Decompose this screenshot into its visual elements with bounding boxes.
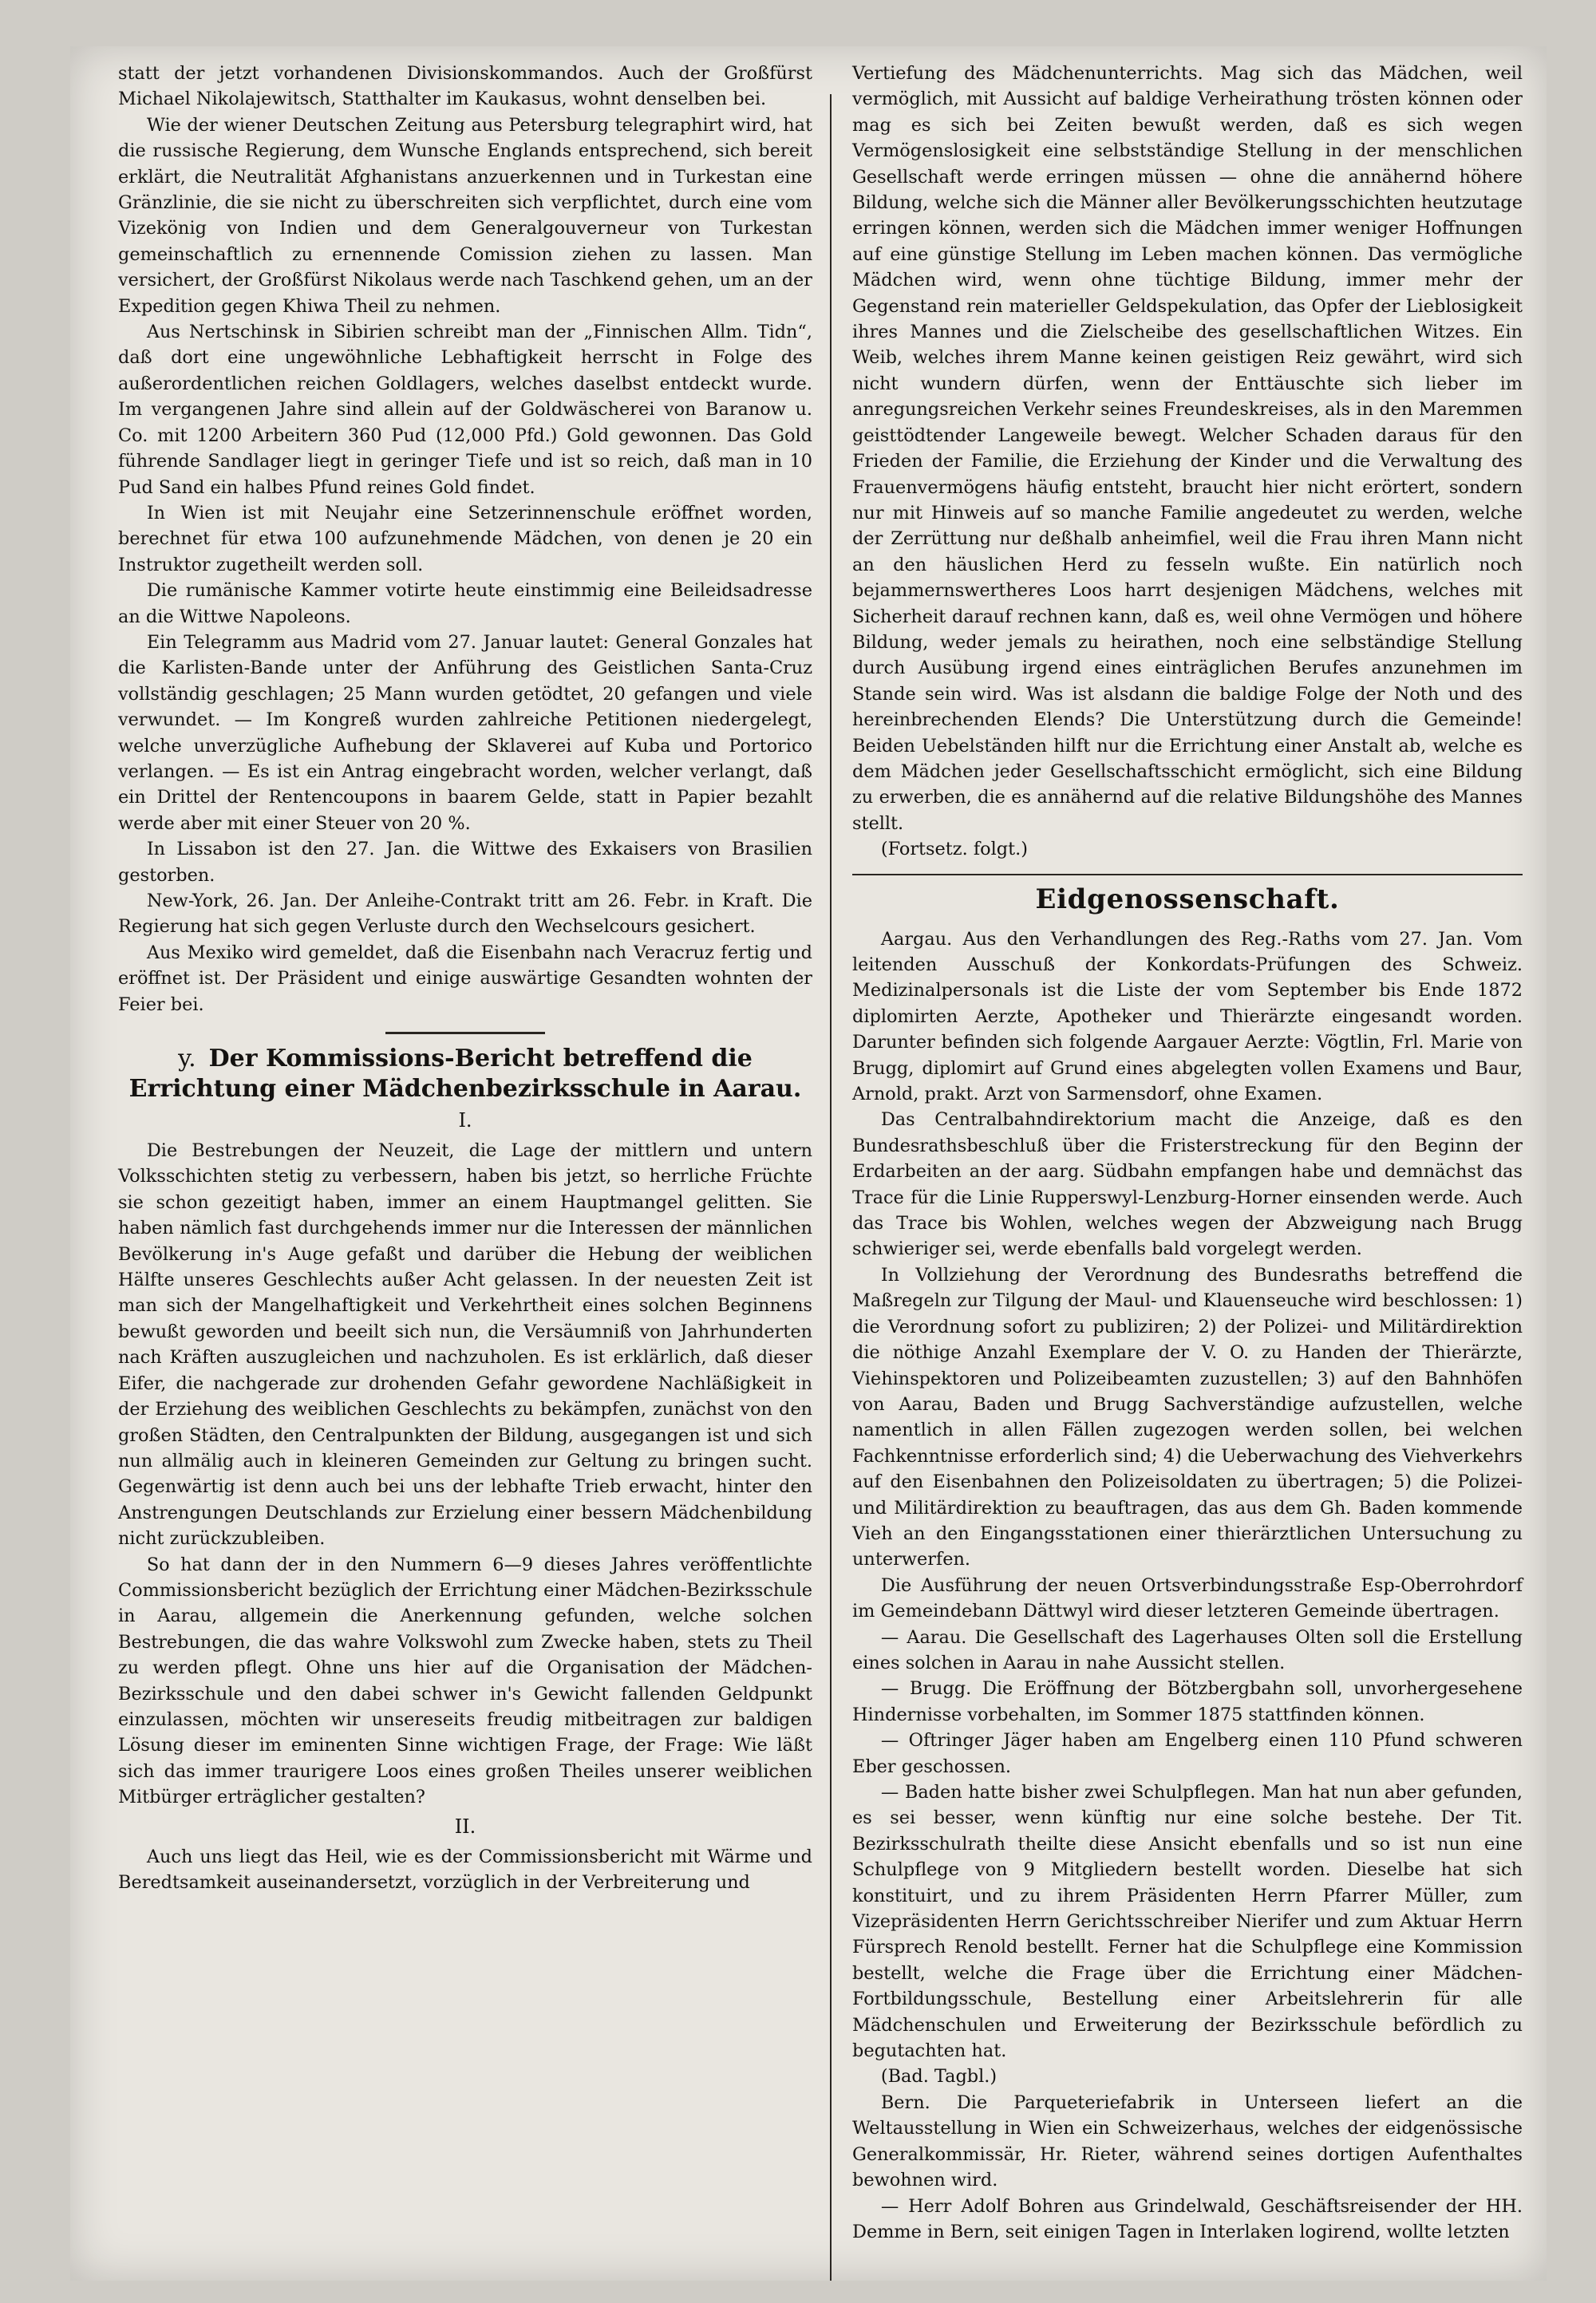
part-number: II. [454,1815,476,1838]
paragraph: — Aarau. Die Gesellschaft des Lagerhauses Olten soll die Erstellung eines solchen in Aarau in nahe Aussicht stellen. [852,1626,1523,1673]
newspaper-page [70,46,1547,2281]
paragraph: — Oftringer Jäger haben am Engelberg einen 110 Pfund schweren Eber geschossen. [852,1730,1523,1777]
part-number: I. [458,1109,472,1132]
paragraph: Das Centralbahndirektorium macht die Anzeige, daß es den Bundesrathsbeschluß über die Fristerstreckung für den Beginn der Erdarbeiten an der aarg. Südbahn empfangen habe und demnächst das Trace für die Linie Rupperswyl-Lenzburg-Horner einsenden werde. Auch das Trace bis Wohlen, welches wegen der Abzweigung nach Brugg schwieriger sei, werde ebenfalls bald vorgelegt werden. [852,1109,1523,1260]
section-divider [852,874,1523,875]
article-headline [118,1044,812,1104]
paragraph: Aus Mexiko wird gemeldet, daß die Eisenbahn nach Veracruz fertig und eröffnet ist. Der Präsident und einige auswärtige Gesandten wohnten der Feier bei. [118,942,812,1015]
article-title: Der Kommissions-Bericht betreffend die Errichtung einer Mädchenbezirksschule in Aarau. [128,1045,802,1104]
paragraph: Auch uns liegt das Heil, wie es der Commissionsbericht mit Wärme und Beredtsamkeit auseinandersetzt, vorzüglich in der Verbreiterung und [118,1846,812,1893]
paragraph: New-York, 26. Jan. Der Anleihe-Contrakt tritt am 26. Febr. in Kraft. Die Regierung hat sich gegen Verluste durch den Wechselcours gesichert. [118,891,812,938]
right-column [852,61,1523,2273]
paragraph: statt der jetzt vorhandenen Divisionskommandos. Auch der Großfürst Michael Nikolajewitsch, Statthalter im Kaukasus, wohnt denselben bei. [118,63,812,110]
source-note: (Bad. Tagbl.) [880,2066,998,2088]
paragraph: Bern. Die Parqueteriefabrik in Unterseen liefert an die Weltausstellung in Wien ein Schweizerhaus, welches der eidgenössische Generalkommissär, Hr. Rieter, während seines dortigen Aufenthaltes bewohnen wird. [852,2092,1523,2191]
paragraph: Aus Nertschinsk in Sibirien schreibt man der „Finnischen Allm. Tidn“, daß dort eine ungewöhnliche Lebhaftigkeit herrscht in Folge des außerordentlichen reichen Goldlagers, welches daselbst entdeckt wurde. Im vergangenen Jahre sind allein auf der Goldwäscherei von Baranow u. Co. mit 1200 Arbeitern 360 Pud (12,000 Pfd.) Gold gewonnen. Das Gold führende Sandlager liegt in geringer Tiefe und ist so reich, daß man in 10 Pud Sand ein halbes Pfund reines Gold findet. [118,322,812,498]
column-divider [830,94,832,2281]
left-column [118,61,812,2273]
paragraph: In Wien ist mit Neujahr eine Setzerinnenschule eröffnet worden, berechnet für etwa 100 aufzunehmende Mädchen, von denen je 20 ein Instruktor zugetheilt werden soll. [118,502,812,575]
section-title: Eidgenossenschaft. [1035,883,1340,915]
paragraph: In Vollziehung der Verordnung des Bundesraths betreffend die Maßregeln zur Tilgung der Maul- und Klauenseuche wird beschlossen: 1) die Verordnung sofort zu publiziren; 2) der Polizei- und Militärdirektion die nöthige Anzahl Exemplare der V. O. zu Handen der Thierärzte, Viehinspektoren und Polizeibeamten zuzustellen; 3) auf den Bahnhöfen von Aarau, Baden und Brugg Sachverständige aufzustellen, welche namentlich in allen Fällen zugezogen werden sollen, bei welchen Fachkenntnisse erforderlich sind; 4) die Ueberwachung des Viehverkehrs auf den Eisenbahnen den Polizeisoldaten zu übertragen; 5) die Polizei- und Militärdirektion zu beauftragen, das aus dem Gh. Baden kommende Vieh an den Eingangsstationen einer thierärztlichen Untersuchung zu unterwerfen. [852,1264,1523,1570]
article-separator [385,1032,545,1034]
paragraph: Vertiefung des Mädchenunterrichts. Mag sich das Mädchen, weil vermöglich, mit Aussicht auf baldige Verheirathung trösten können oder mag es sich bei Zeiten bewußt werden, daß es sich wegen Vermögenslosigkeit eine selbstständige Stellung in der menschlichen Gesellschaft werde erringen müssen — ohne die annähernd höhere Bildung, welche sich die Männer aller Bevölkerungsschichten heutzutage erringen können, werden sich die Mädchen immer weniger Hoffnungen auf eine günstige Stellung im Leben machen können. Das vermögliche Mädchen wird, wenn ohne tüchtige Bildung, immer mehr der Gegenstand rein materieller Geldspekulation, das Opfer der Lieblosigkeit ihres Mannes und die Zielscheibe des gesellschaftlichen Witzes. Ein Weib, welches ihrem Manne keinen geistigen Reiz gewährt, wird sich nicht wundern dürfen, wenn der Enttäuschte sich lieber im anregungsreichen Verkehr seines Freundeskreises, als in den Maremmen geisttödtender Langeweile bewegt. Welcher Schaden daraus für den Frieden der Familie, die Erziehung der Kinder und die Verwaltung des Frauenvermögens häufig entsteht, braucht hier nicht erörtert, sondern nur mit Hinweis auf so manche Familie angedeutet zu werden, welche der Zerrüttung nur deßhalb anheimfiel, weil die Frau ihren Mann nicht an den häuslichen Herd zu fesseln wußte. Ein natürlich noch bejammernswertheres Loos harrt desjenigen Mädchens, welches mit Sicherheit darauf rechnen kann, daß es, weil ohne Vermögen und höhere Bildung, weder jemals zu heirathen, noch eine selbständige Stellung durch Ausübung irgend eines einträglichen Berufes anzunehmen im Stande sein wird. Was ist alsdann die baldige Folge der Noth und des hereinbrechenden Elends? Die Unterstützung durch die Gemeinde! Beiden Uebelständen hilft nur die Errichtung einer Anstalt ab, welche es dem Mädchen jeder Gesellschaftsschicht ermöglicht, sich eine Bildung zu erwerben, die es annähernd auf die relative Bildungshöhe des Mannes stellt. [852,63,1523,834]
continuation-note: (Fortsetz. folgt.) [880,839,1028,860]
paragraph: — Herr Adolf Bohren aus Grindelwald, Geschäftsreisender der HH. Demme in Bern, seit einigen Tagen in Interlaken logirend, wollte letzten [852,2195,1523,2242]
paragraph: Die rumänische Kammer votirte heute einstimmig eine Beileidsadresse an die Wittwe Napoleons. [118,580,812,627]
paragraph: Wie der wiener Deutschen Zeitung aus Petersburg telegraphirt wird, hat die russische Regierung, dem Wunsche Englands entsprechend, sich bereit erklärt, die Neutralität Afghanistans anzuerkennen und in Turkestan eine Gränzlinie, die sie nicht zu überschreiten sich verpflichtet, durch eine vom Vizekönig von Indien und dem Generalgouverneur von Turkestan gemeinschaftlich zu ernennende Comission ziehen zu lassen. Man versichert, der Großfürst Nikolaus werde nach Taschkend gehen, um an der Expedition gegen Khiwa Theil zu nehmen. [118,114,812,317]
paragraph: — Brugg. Die Eröffnung der Bötzbergbahn soll, unvorhergesehene Hindernisse vorbehalten, im Sommer 1875 stattfinden können. [852,1678,1523,1725]
paragraph: So hat dann der in den Nummern 6—9 dieses Jahres veröffentlichte Commissionsbericht bezüglich der Errichtung einer Mädchen-Bezirksschule in Aarau, allgemein die Anerkennung gefunden, welche solchen Bestrebungen, die das wahre Volkswohl zum Zwecke haben, stets zu Theil zu werden pflegt. Ohne uns hier auf die Organisation der Mädchen-Bezirksschule und den dabei schwer in's Gewicht fallenden Geldpunkt einzulassen, möchten wir unsereseits freudig mitbeitragen zur baldigen Lösung dieser im eminenten Sinne wichtigen Frage, der Frage: Wie läßt sich das immer traurigere Loos eines großen Theiles unserer weiblichen Mitbürger erträglicher gestalten? [118,1554,812,1808]
paragraph: In Lissabon ist den 27. Jan. die Wittwe des Exkaisers von Brasilien gestorben. [118,839,812,886]
paragraph: Ein Telegramm aus Madrid vom 27. Januar lautet: General Gonzales hat die Karlisten-Bande unter der Anführung des Geistlichen Santa-Cruz vollständig geschlagen; 25 Mann wurden getödtet, 20 gefangen und viele verwundet. — Im Kongreß wurden zahlreiche Petitionen niedergelegt, welche unverzügliche Aufhebung der Sklaverei auf Kuba und Portorico verlangen. — Es ist ein Antrag eingebracht worden, welcher verlangt, daß ein Drittel der Rentencoupons in baarem Gelde, statt in Papier bezahlt werde aber mit einer Steuer von 20 %. [118,631,812,834]
article-marker: y. [178,1045,196,1073]
paragraph: Aargau. Aus den Verhandlungen des Reg.-Raths vom 27. Jan. Vom leitenden Ausschuß der Konkordats-Prüfungen des Schweiz. Medizinalpersonals ist die Liste der vom September bis Ende 1872 diplomirten Aerzte, Apotheker und Thierärzte eingesandt worden. Darunter befinden sich folgende Aargauer Aerzte: Vögtlin, Frl. Marie von Brugg, diplomirt auf Grund eines abgelegten vollen Examens und Baur, Arnold, prakt. Arzt von Sarmensdorf, ohne Examen. [852,928,1523,1105]
paragraph: Die Ausführung der neuen Ortsverbindungsstraße Esp-Oberrohrdorf im Gemeindebann Dättwyl wird dieser letzteren Gemeinde übertragen. [852,1574,1523,1622]
paragraph: — Baden hatte bisher zwei Schulpflegen. Man hat nun aber gefunden, es sei besser, wenn künftig nur eine solche bestehe. Der Tit. Bezirksschulrath theilte diese Ansicht ebenfalls und so ist nun eine Schulpflege von 9 Mitgliedern bestellt worden. Dieselbe hat sich konstituirt, und zu ihrem Präsidenten Herrn Pfarrer Müller, zum Vizepräsidenten Herrn Gerichtsschreiber Nierifer und zum Aktuar Herrn Fürsprech Renold bestellt. Ferner hat die Schulpflege eine Kommission bestellt, welche die Frage über die Errichtung einer Mädchen-Fortbildungsschule, Bestellung einer Arbeitslehrerin für alle Mädchenschulen und Erweiterung der Bezirksschule befördlich zu begutachten hat. [852,1782,1523,2062]
paragraph: Die Bestrebungen der Neuzeit, die Lage der mittlern und untern Volksschichten stetig zu verbessern, haben bis jetzt, so herrliche Früchte sie schon gezeitigt haben, immer an einem Hauptmangel gelitten. Sie haben nämlich fast durchgehends immer nur die Interessen der männlichen Bevölkerung in's Auge gefaßt und darüber die Hebung der weiblichen Hälfte unseres Geschlechts außer Acht gelassen. In der neuesten Zeit ist man sich der Mangelhaftigkeit und Verkehrtheit eines solchen Beginnens bewußt geworden und beeilt sich nun, die Versäumniß von Jahrhunderten nach Kräften auszugleichen und nachzuholen. Es ist erklärlich, daß dieser Eifer, die nachgerade zur drohenden Gefahr gewordene Nachläßigkeit in der Erziehung des weiblichen Geschlechts zu bekämpfen, zunächst von den großen Städten, den Centralpunkten der Bildung, ausgegangen ist und sich nun allmälig auch in kleineren Gemeinden zur Geltung zu bringen sucht. Gegenwärtig ist denn auch bei uns der lebhafte Trieb erwacht, hinter den Anstrengungen Deutschlands zur Erzielung einer bessern Mädchenbildung nicht zurückzubleiben. [118,1140,812,1550]
